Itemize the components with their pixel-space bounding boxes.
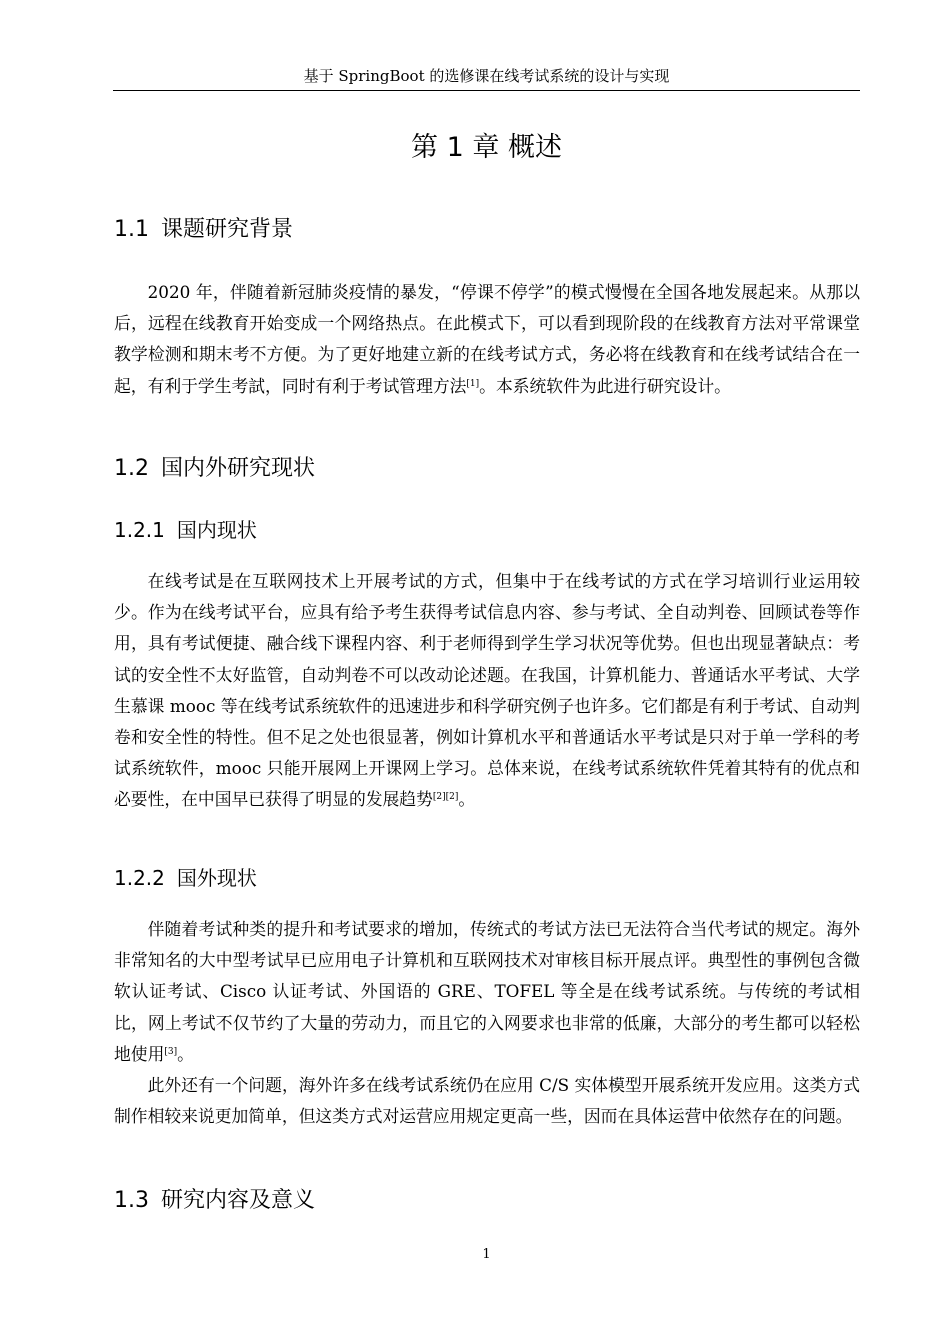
section-heading-1-1 <box>114 214 293 246</box>
paragraph-foreign-1 <box>114 914 860 1070</box>
page-number: 1 <box>482 1247 491 1262</box>
citation: [1] <box>466 378 480 389</box>
chapter-title: 第 1 章 概述 <box>411 132 562 163</box>
section-number: 1.1 <box>114 217 149 242</box>
section-heading-1-2-2 <box>114 862 257 894</box>
section-title: 国外现状 <box>176 866 257 890</box>
section-number: 1.2.1 <box>114 518 165 542</box>
section-number: 1.3 <box>114 1188 149 1213</box>
running-header: 基于 SpringBoot 的选修课在线考试系统的设计与实现 <box>303 67 670 85</box>
citation: [2][2] <box>432 792 459 803</box>
paragraph-text: 2020 年，伴随着新冠肺炎疫情的暴发，“停课不停学”的模式慢慢在全国各地发展起来。从那以后，远程在线教育开始变成一个网络热点。在此模式下，可以看到现阶段的在线教育方法对平常课堂教学检测和期末考不方便。为了更好地建立新的在线考试方式，务必将在线教育和在线考试结合在一起，有利于学生考試，同时有利于考试管理方法 <box>114 282 860 396</box>
header-rule <box>113 90 860 91</box>
paragraph-foreign-2 <box>114 1070 860 1132</box>
paragraph-domestic <box>114 566 860 816</box>
paragraph-text: 此外还有一个问题，海外许多在线考试系统仍在应用 C/S 实体模型开展系统开发应用。这类方式制作相较来说更加简单，但这类方式对运营应用规定更高一些，因而在具体运营中依然存在的问题。 <box>114 1075 860 1127</box>
section-title: 课题研究背景 <box>161 217 294 242</box>
citation: [3] <box>164 1046 178 1057</box>
paragraph-text: 伴随着考试种类的提升和考试要求的增加，传统式的考试方法已无法符合当代考试的规定。海外非常知名的大中型考试早已应用电子计算机和互联网技术对审核目标开展点评。典型性的事例包含微软认证考试、Cisco 认证考试、外国语的 GRE、TOFEL 等全是在线考试系统。与传统的考试相比，网上考试不仅节约了大量的劳动力，而且它的入网要求也非常的低廉，大部分的考生都可以轻松地使用 <box>114 919 860 1064</box>
paragraph-background <box>114 277 860 402</box>
paragraph-text: 在线考试是在互联网技术上开展考试的方式，但集中于在线考试的方式在学习培训行业运用较少。作为在线考试平台，应具有给予考生获得考试信息内容、参与考试、全自动判卷、回顾试卷等作用，具有考试便捷、融合线下课程内容、利于老师得到学生学习状况等优势。但也出现显著缺点：考试的安全性不太好监管，自动判卷不可以改动论述题。在我国，计算机能力、普通话水平考试、大学生慕课 mooc 等在线考试系统软件的迅速进步和科学研究例子也许多。它们都是有利于考试、自动判卷和安全性的特性。但不足之处也很显著，例如计算机水平和普通话水平考试是只对于单一学科的考试系统软件，mooc 只能开展网上开课网上学习。总体来说，在线考试系统软件凭着其特有的优点和必要性，在中国早已获得了明显的发展趋势 <box>114 571 860 810</box>
section-number: 1.2.2 <box>114 866 165 890</box>
section-number: 1.2 <box>114 456 149 481</box>
section-heading-1-3 <box>114 1185 315 1217</box>
section-title: 国内现状 <box>176 518 257 542</box>
paragraph-tail: 。 <box>177 1043 194 1064</box>
section-title: 研究内容及意义 <box>161 1188 316 1213</box>
paragraph-tail: 。 <box>458 789 476 810</box>
section-title: 国内外研究现状 <box>161 456 316 481</box>
paragraph-tail: 。本系统软件为此进行研究设计。 <box>479 375 731 396</box>
section-heading-1-2 <box>114 453 315 485</box>
section-heading-1-2-1 <box>114 514 257 546</box>
